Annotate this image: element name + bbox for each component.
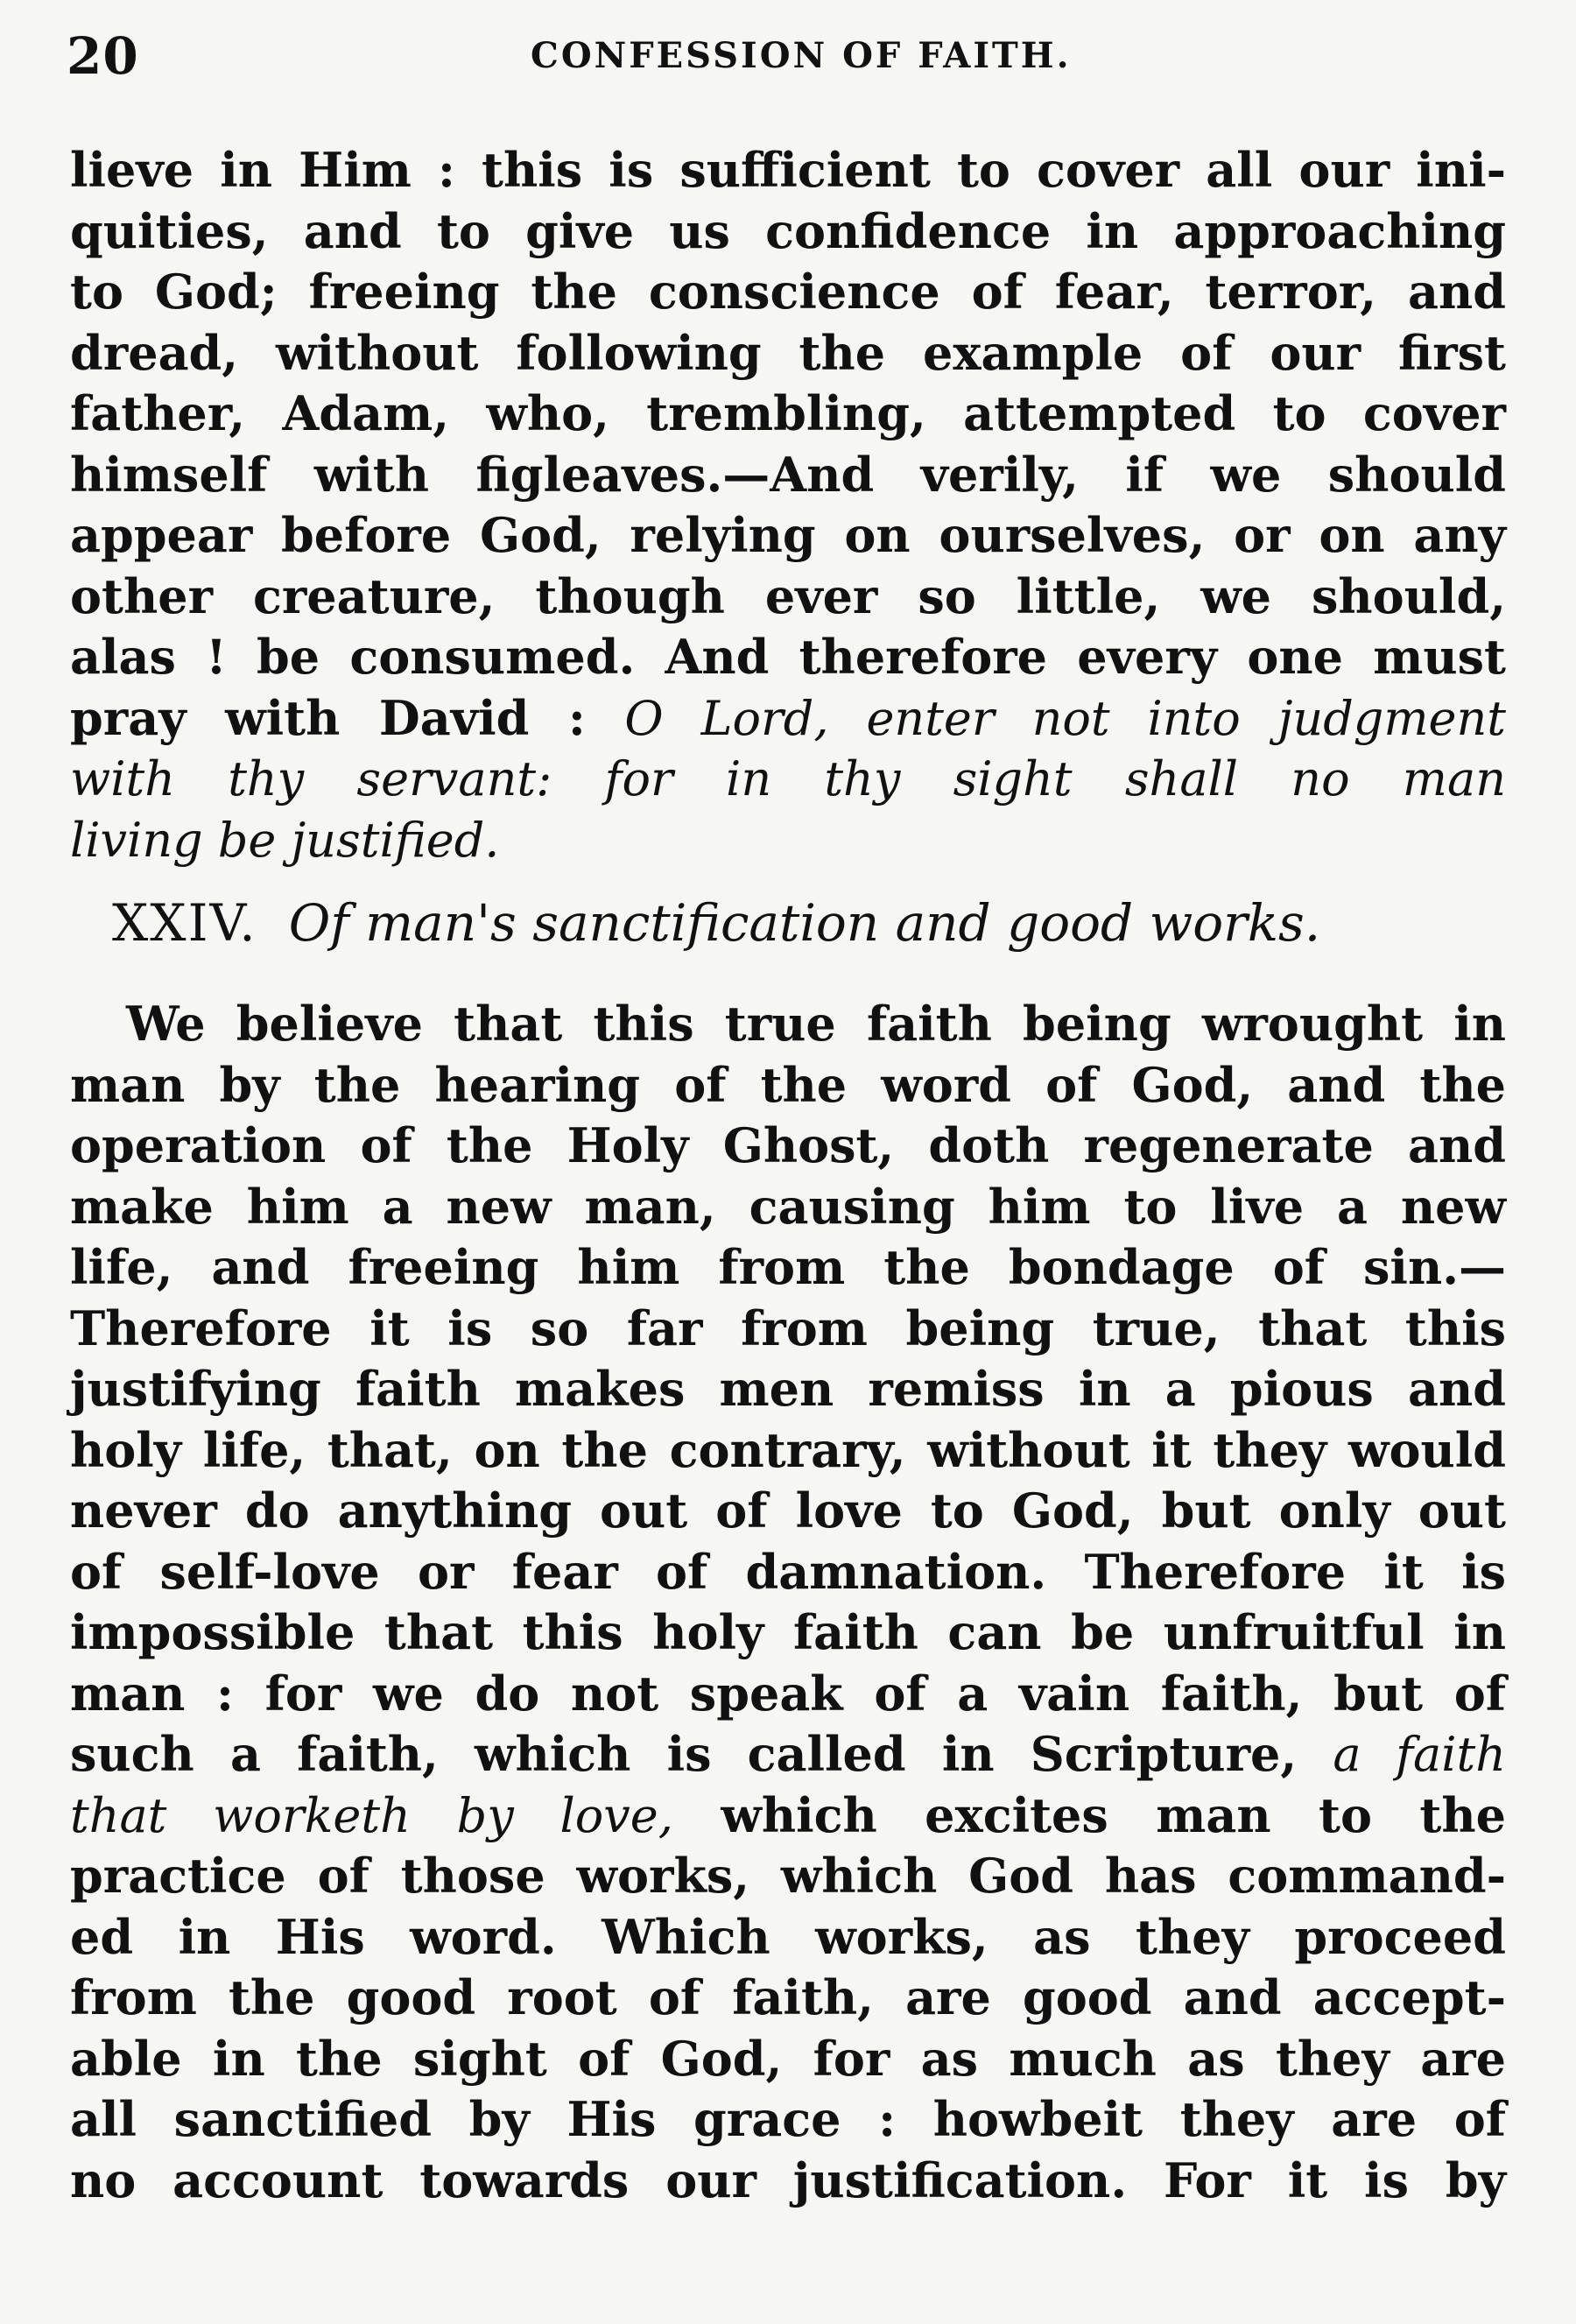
article-title: Of man's sanctification and good works. xyxy=(288,893,1321,953)
text-line: never do anything out of love to God, but only out xyxy=(70,1482,1506,1539)
text-line: able in the sight of God, for as much as they are xyxy=(70,2030,1506,2087)
text-line: alas ! be consumed. And therefore every one must xyxy=(70,629,1506,685)
scripture-quote: O Lord, enter not into judgment xyxy=(624,690,1506,746)
scripture-quote: a faith xyxy=(1333,1727,1506,1782)
text-line: such a faith, which is called in Scripture, a faith xyxy=(70,1726,1506,1782)
running-head xyxy=(67,26,1511,96)
article-paragraph xyxy=(70,994,1506,2211)
scripture-quote: with thy servant: for in thy sight shall no man xyxy=(70,751,1506,806)
article-numeral: XXIV. xyxy=(112,893,257,953)
text-line: that worketh by love, which excites man to the xyxy=(70,1786,1506,1843)
text-line: We believe that this true faith being wrought in xyxy=(126,996,1506,1052)
text-line: to God; freeing the conscience of fear, terror, and xyxy=(70,264,1506,320)
paragraph-continued xyxy=(70,140,1506,870)
text-line: man : for we do not speak of a vain faith, but of xyxy=(70,1665,1506,1722)
scripture-quote: living be justified. xyxy=(70,812,500,868)
text-line: pray with David : O Lord, enter not into judgment xyxy=(70,689,1506,746)
text-line: appear before God, relying on ourselves, or on any xyxy=(70,507,1506,563)
scripture-quote: that worketh by love, xyxy=(70,1787,673,1843)
text-line xyxy=(70,749,1506,810)
text-line xyxy=(70,810,1506,871)
text-line: no account towards our justification. For it is by xyxy=(70,2151,1506,2208)
text-line: quities, and to give us confidence in approaching xyxy=(70,202,1506,259)
text-line: impossible that this holy faith can be unfruitful in xyxy=(70,1604,1506,1660)
text-line: lieve in Him : this is sufficient to cover all our ini- xyxy=(70,142,1506,198)
text-line: justifying faith makes men remiss in a pious and xyxy=(70,1361,1506,1417)
text-line: father, Adam, who, trembling, attempted to cover xyxy=(70,385,1506,441)
text-line: practice of those works, which God has command- xyxy=(70,1848,1506,1904)
text-line: all sanctified by His grace : howbeit they are of xyxy=(70,2091,1506,2147)
text-line: ed in His word. Which works, as they proceed xyxy=(70,1908,1506,1965)
text-line: of self-love or fear of damnation. Therefore it is xyxy=(70,1543,1506,1600)
text-line: life, and freeing him from the bondage of sin.— xyxy=(70,1239,1506,1295)
text-line: man by the hearing of the word of God, and the xyxy=(70,1056,1506,1113)
text-line: himself with figleaves.—And verily, if we should xyxy=(70,446,1506,503)
running-title: CONFESSION OF FAITH. xyxy=(531,35,1072,76)
text-line: dread, without following the example of our first xyxy=(70,324,1506,381)
article-heading xyxy=(112,893,1495,953)
text-line: holy life, that, on the contrary, without it they would xyxy=(70,1421,1506,1478)
page-number: 20 xyxy=(67,26,139,86)
text-line: other creature, though ever so little, we should, xyxy=(70,567,1506,624)
text-line: make him a new man, causing him to live a new xyxy=(70,1178,1506,1235)
text-line: operation of the Holy Ghost, doth regenerate and xyxy=(70,1117,1506,1173)
text-line: Therefore it is so far from being true, that this xyxy=(70,1299,1506,1356)
text-line: from the good root of faith, are good and accept- xyxy=(70,1969,1506,2025)
